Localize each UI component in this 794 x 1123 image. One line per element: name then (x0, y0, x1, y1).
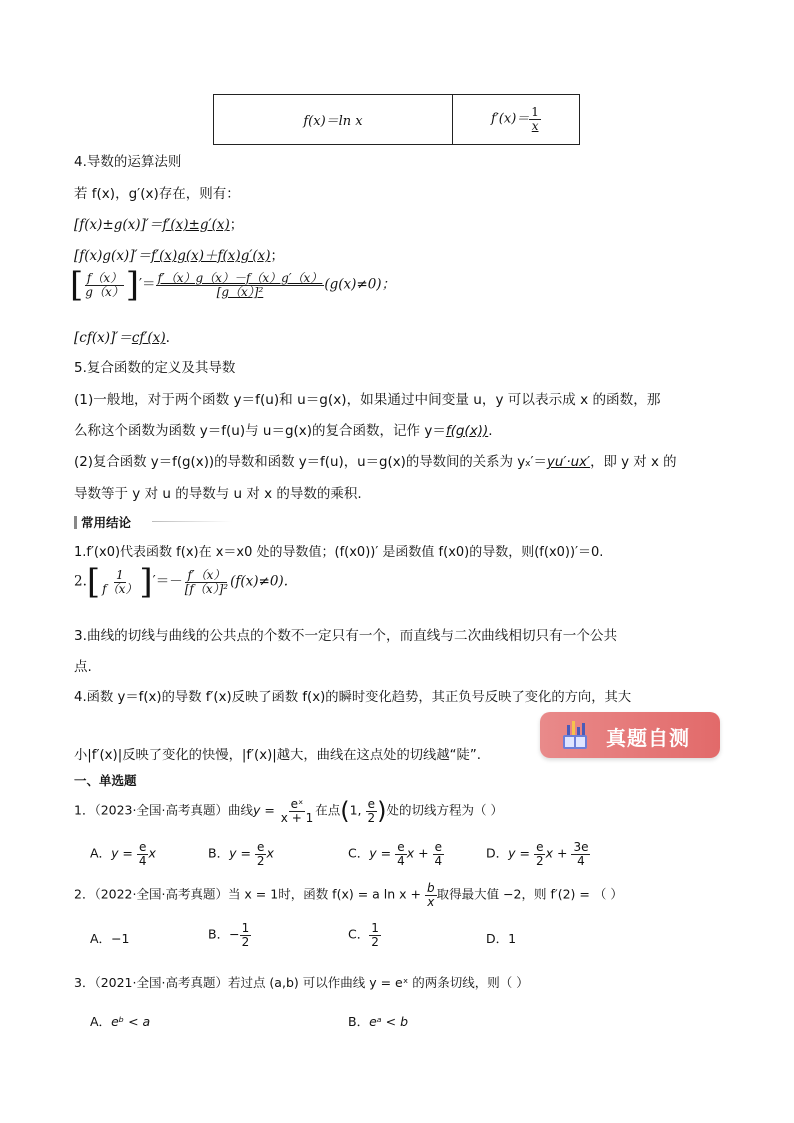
fraction-denominator: 4 (434, 853, 443, 868)
option-label: C． (348, 926, 370, 942)
question-1-prefix: 1．（2023·全国·高考真题）曲线 (74, 802, 253, 818)
rule-sum-lhs: [f(x)±g(x)]′＝ (74, 217, 163, 233)
option-label: D． (486, 845, 509, 861)
fraction-numerator: 1 (531, 105, 539, 120)
fraction (534, 841, 546, 867)
conclusion-1: 1.f′(x0)代表函数 f(x)在 x＝x0 处的导数值；(f(x0))′ 是函数值 f(x0)的导数，则(f(x0))′＝0. (74, 545, 604, 560)
fraction-numerator: 3e (573, 840, 589, 854)
fraction (255, 841, 267, 867)
section-5-p2-fill: yu′·ux′ (546, 455, 591, 470)
badge-label: 真题自测 (606, 726, 690, 750)
q1-option-d[interactable] (486, 841, 590, 867)
conclusion-3b: 点. (74, 659, 92, 675)
rule-quotient-eq: ′＝ (138, 276, 156, 293)
fraction-numerator: 1 (241, 921, 250, 935)
section-5-p2-mid: ，即 y 对 x 的 (590, 455, 677, 470)
option-label: B． (348, 1014, 370, 1029)
question-1-point: 1, (349, 802, 366, 818)
option-label: A． (90, 931, 112, 946)
fraction-numerator: 1 (115, 567, 124, 582)
question-2-end: 取得最大值 −2，则 f′(2) = （ ） (436, 886, 623, 902)
section-5-p2a: (2)复合函数 y＝f(g(x))的导数和函数 y＝f(u)，u＝g(x)的导数间的关系为 yx′＝yu′·ux′，即 y 对 x 的 (74, 455, 677, 470)
table-row (214, 95, 580, 145)
option-lhs: y = (369, 845, 396, 861)
option-text: 1 (508, 931, 517, 946)
section-5-p1-fill: f(g(x)) (445, 423, 489, 439)
fraction-numerator: e (367, 796, 376, 811)
fraction-denominator: [f（x）]² (184, 581, 229, 596)
fraction (571, 841, 590, 867)
section-5-p2b: 导数等于 y 对 u 的导数与 u 对 x 的导数的乘积. (74, 486, 362, 502)
option-text: eᵃ < b (369, 1014, 409, 1029)
header-divider (152, 521, 232, 522)
section-4-intro: 若 f(x)，g′(x)存在，则有： (74, 186, 240, 202)
fraction-numerator: f′（x）g（x）－f（x）g′（x） (157, 270, 323, 285)
section-5-p1a: (1)一般地，对于两个函数 y＝f(u)和 u＝g(x)，如果通过中间变量 u，y 可以表示成 x 的函数，那 (74, 392, 661, 408)
right-bracket: ] (125, 265, 139, 305)
rule-sum (74, 213, 243, 233)
conclusion-2-mid: ′＝－ (152, 573, 183, 590)
fraction-numerator: e (536, 840, 544, 854)
fraction-numerator: e (139, 840, 147, 854)
option-label: D． (486, 931, 509, 946)
section-5-p1-end: . (488, 423, 493, 439)
option-label: A． (90, 1014, 112, 1029)
rule-constant-rhs: cf′(x) (131, 330, 166, 346)
rule-quotient-condition: (g(x)≠0)； (324, 276, 396, 293)
fraction-denominator: 4 (577, 853, 585, 868)
exam-badge[interactable] (540, 712, 720, 758)
question-3: 3．（2021·全国·高考真题）若过点 (a,b) 可以作曲线 y = eˣ 的两条切线，则（ ） (74, 975, 529, 990)
fraction-numerator: eˣ (290, 796, 304, 811)
q2-option-c[interactable] (348, 922, 381, 948)
table-cell-left: f(x)＝ln x (214, 95, 453, 145)
q3-option-a[interactable] (90, 1012, 150, 1030)
common-conclusions-header (74, 513, 131, 531)
fraction (183, 569, 230, 595)
option-tail: x (148, 845, 156, 861)
option-text: − (229, 926, 240, 942)
fraction (369, 922, 381, 948)
option-label: C． (348, 845, 370, 861)
section-5-p2a-text: (2)复合函数 y＝f(g(x))的导数和函数 y＝f(u)，u＝g(x)的导数间的关系为 y (74, 455, 526, 470)
fraction-denominator: 2 (535, 853, 544, 868)
q3-option-b[interactable] (348, 1012, 408, 1030)
conclusion-2-prefix: 2. (74, 573, 87, 590)
rule-sum-end: ； (229, 217, 244, 233)
fraction (83, 272, 125, 298)
option-lhs: y = (111, 845, 137, 861)
fraction-numerator: f′（x） (187, 567, 226, 582)
option-lhs: y = (508, 845, 534, 861)
right-bracket: ] (139, 562, 153, 602)
rule-constant-end: . (165, 330, 170, 346)
exam-section-title: 一、单选题 (74, 773, 137, 788)
fraction-denominator: [g（x）]² (216, 284, 264, 299)
fraction-denominator: 2 (371, 934, 379, 949)
question-2-prefix: 2．（2022·全国·高考真题）当 x = 1时，函数 f(x) = a ln x + (74, 886, 425, 902)
option-label: B． (208, 926, 230, 942)
option-tail: x (266, 845, 274, 861)
rule-constant (74, 326, 170, 346)
rule-product-rhs: f′(x)g(x)＋f(x)g′(x) (151, 248, 271, 264)
fraction-denominator: 4 (138, 853, 147, 868)
left-bracket: [ (86, 562, 101, 602)
fraction (433, 841, 445, 867)
fraction (156, 272, 325, 298)
question-1: 1．（2023·全国·高考真题）曲线y = $\frac{\text{eˣ}}{x + 1}$ 在点(1, $\frac{e}{2}$ )处的切线方程为（ ） (74, 796, 504, 825)
fraction-numerator: 1 (371, 921, 379, 935)
question-1-mid: 在点 (315, 802, 341, 818)
fraction (240, 922, 252, 948)
fraction-denominator: x (427, 894, 435, 909)
rule-product-end: ； (270, 248, 285, 264)
section-5-p1b (74, 419, 493, 439)
fraction-numerator: b (426, 881, 435, 895)
fraction-denominator: x + 1 (280, 810, 314, 825)
fraction (529, 106, 541, 132)
section-5-p1b-text: 么称这个函数为函数 y＝f(u)与 u＝g(x)的复合函数，记作 y＝ (74, 423, 446, 439)
fraction-denominator: 2 (256, 853, 265, 868)
conclusion-3a: 3.曲线的切线与曲线的公共点的个数不一定只有一个，而直线与二次曲线相切只有一个公共 (74, 628, 618, 644)
fraction (279, 798, 315, 824)
common-label: 常用结论 (81, 515, 132, 530)
rule-sum-rhs: f′(x)±g′(x) (162, 217, 230, 233)
fraction (137, 841, 149, 867)
conclusion-2-condition: (f(x)≠0). (230, 573, 288, 590)
fraction-denominator: x (531, 119, 539, 133)
fraction (100, 569, 139, 595)
section-4-title: 4.导数的运算法则 (74, 154, 182, 170)
option-text: −1 (111, 931, 130, 946)
q2-option-d[interactable] (486, 929, 516, 947)
fraction (425, 882, 437, 908)
q1-option-c[interactable] (348, 841, 444, 867)
question-1-curve: y = (252, 802, 279, 818)
fraction (366, 798, 378, 824)
table-cell-right (453, 95, 580, 145)
q2-option-a[interactable] (90, 929, 130, 947)
option-lhs: y = (229, 845, 255, 861)
fraction-denominator: f（x） (102, 581, 138, 596)
derivative-table (213, 94, 580, 145)
rule-product-lhs: [f(x)g(x)]′＝ (74, 248, 152, 264)
fraction-denominator: 2 (241, 934, 250, 949)
table-right-prefix: f′(x)＝ (491, 112, 530, 127)
question-2 (74, 882, 623, 908)
conclusion-4b: 小|f′(x)|反映了变化的快慢，|f′(x)|越大，曲线在这点处的切线越“陡”. (74, 748, 481, 763)
option-label: A． (90, 845, 112, 861)
q1-option-a[interactable] (90, 841, 156, 867)
fraction-denominator: 2 (367, 810, 376, 825)
fraction-numerator: e (257, 840, 265, 854)
option-tail: x + (406, 845, 433, 861)
q2-option-b[interactable] (208, 922, 251, 948)
header-bar (74, 516, 77, 529)
q1-option-b[interactable] (208, 841, 274, 867)
fraction-numerator: f（x） (86, 270, 123, 285)
fraction-numerator: e (434, 840, 443, 854)
left-bracket: [ (70, 265, 84, 305)
rule-constant-lhs: [cf(x)]′＝ (74, 330, 132, 346)
conclusion-4a: 4.函数 y＝f(x)的导数 f′(x)反映了函数 f(x)的瞬时变化趋势，其正负号反映了变化的方向，其大 (74, 690, 632, 705)
option-label: B． (208, 845, 230, 861)
fraction (395, 841, 407, 867)
rule-product (74, 244, 284, 264)
fraction-denominator: 4 (397, 853, 405, 868)
book-chart-icon (560, 719, 590, 751)
question-1-end: 处的切线方程为（ ） (386, 802, 504, 818)
fraction-numerator: e (397, 840, 405, 854)
fraction-denominator: g（x） (85, 284, 124, 299)
section-5-title: 5.复合函数的定义及其导数 (74, 360, 236, 376)
conclusion-2 (74, 562, 288, 602)
rule-quotient (70, 265, 396, 305)
option-text: eᵇ < a (111, 1014, 151, 1029)
option-tail: x + (545, 845, 572, 861)
